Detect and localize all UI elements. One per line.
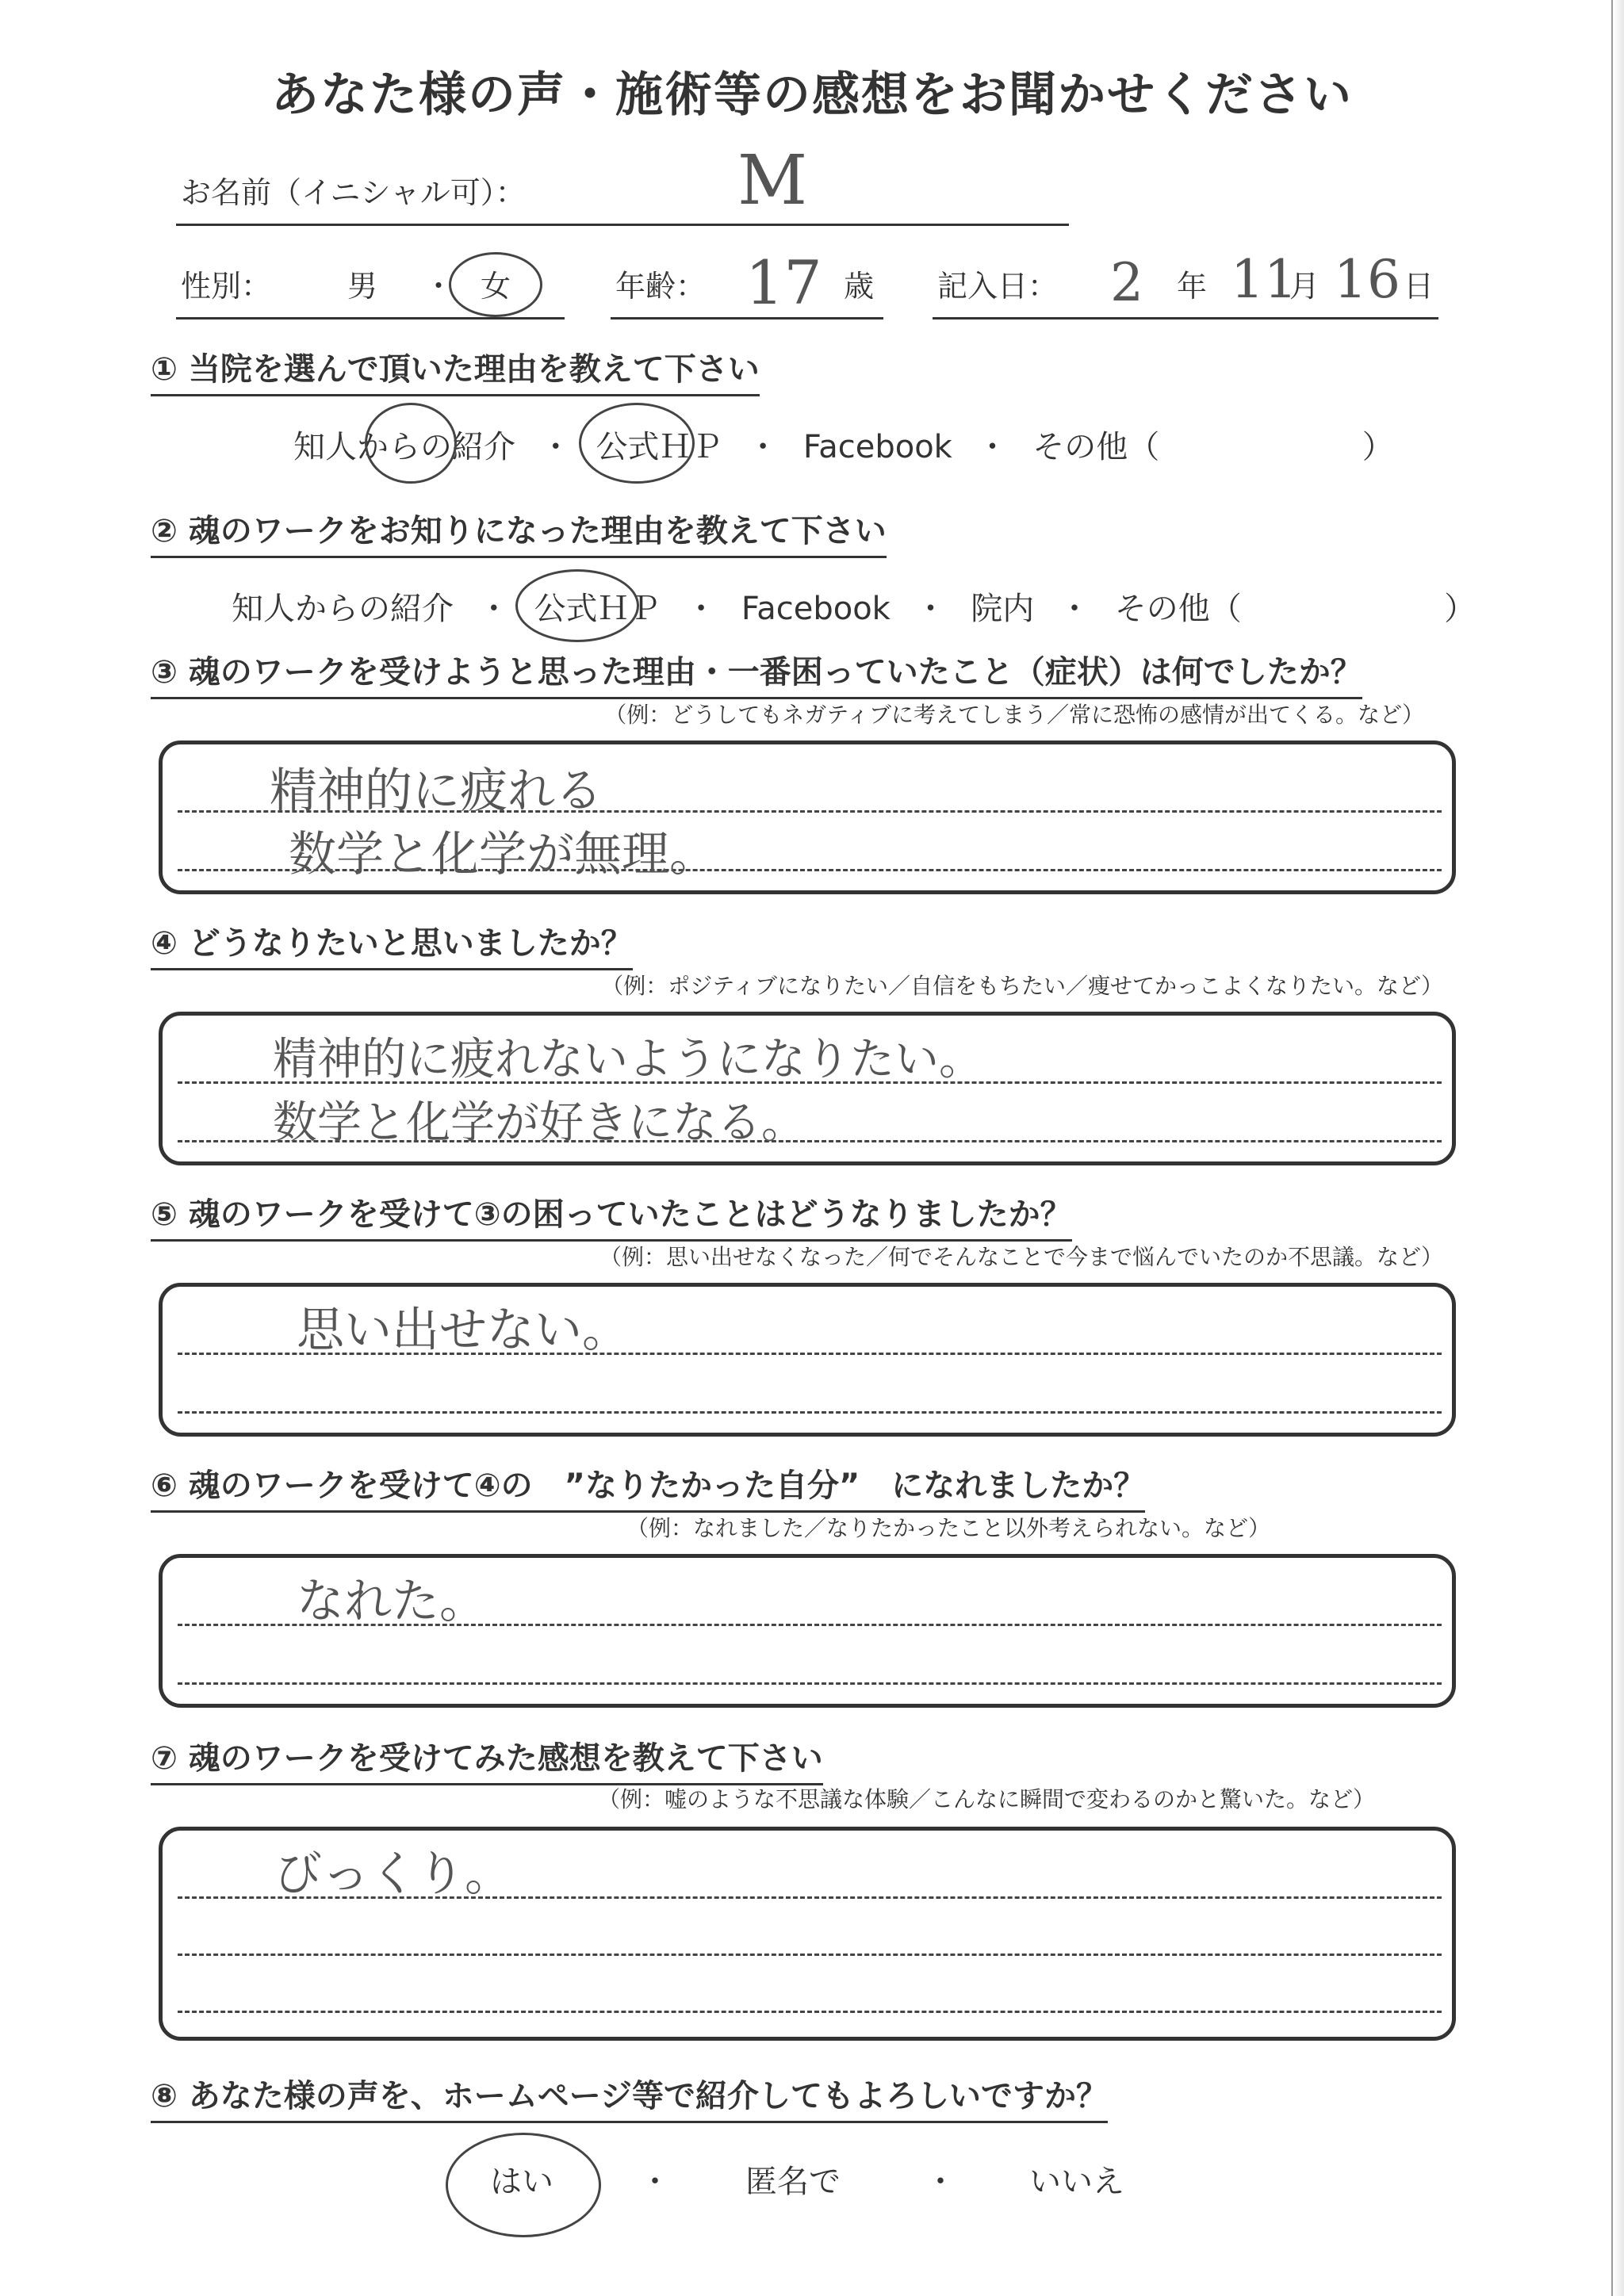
age-value[interactable]: 17 [745,247,822,318]
name-underline [176,224,1069,226]
q2-sep: ・ [685,591,718,627]
q6-example: （例：なれました／なりたかったこと以外考えられない。など） [626,1515,1271,1541]
q2-sep: ・ [914,591,947,627]
q2-option-facebook[interactable]: Facebook [741,591,891,627]
q8-selected-circle-yes [446,2133,601,2237]
q7-answer-line [178,1954,1442,1956]
q1-sep: ・ [747,429,779,465]
page-title: あなた様の声・施術等の感想をお聞かせください [271,67,1353,123]
q1-selected-circle-referral [365,403,457,484]
q7-heading: ⑦ 魂のワークを受けてみた感想を教えて下さい [151,1733,823,1785]
q1-selected-circle-hp [579,403,695,484]
date-month-unit: 月 [1289,269,1320,304]
q1-sep: ・ [976,429,1009,465]
q5-answer-text: 思い出せない。 [297,1303,630,1358]
q6-heading: ⑥ 魂のワークを受けて④の ”なりたかった自分” になれましたか？ [151,1460,1145,1513]
q1-sep: ・ [539,429,572,465]
age-label: 年齢： [615,269,707,304]
q1-option-facebook[interactable]: Facebook [802,429,952,465]
q1-option-referral[interactable]: 知人からの紹介 [293,429,515,465]
date-month[interactable]: 11 [1231,249,1297,310]
gender-label: 性別： [181,269,272,304]
age-underline [611,317,883,320]
q5-example: （例：思い出せなくなった／何でそんなことで今まで悩んでいたのか不思議。など） [599,1244,1443,1270]
name-value[interactable]: M [737,141,808,220]
q8-sep: ・ [639,2164,671,2200]
date-day[interactable]: 16 [1334,249,1400,310]
q3-answer-text: 精神的に疲れる [270,763,603,819]
q5-heading: ⑤ 魂のワークを受けて③の困っていたことはどうなりましたか？ [151,1189,1072,1242]
scan-edge [1611,0,1624,2296]
q4-answer-text: 数学と化学が好きになる。 [273,1097,806,1149]
q8-option-no[interactable]: いいえ [1029,2164,1124,2200]
q8-option-yes[interactable]: はい [490,2164,553,2200]
gender-female[interactable]: 女 [481,269,511,304]
date-label: 記入日： [937,269,1059,304]
q3-example: （例：どうしてもネガティブに考えてしまう／常に恐怖の感情が出てくる。など） [604,702,1424,728]
q1-option-hp[interactable]: 公式ＨＰ [596,429,723,465]
q2-option-other[interactable]: その他（ [1114,591,1242,627]
q1-heading: ① 当院を選んで頂いた理由を教えて下さい [151,344,760,396]
date-year[interactable]: 2 [1110,252,1143,313]
q2-sep: ・ [1058,591,1090,627]
q7-answer-text: びっくり。 [274,1846,512,1902]
q4-answer-text: 精神的に疲れないようになりたい。 [273,1034,983,1085]
q2-selected-circle-hp [515,569,639,642]
q2-sep: ・ [477,591,510,627]
q8-option-anonymous[interactable]: 匿名で [745,2164,841,2200]
q4-heading: ④ どうなりたいと思いましたか？ [151,918,633,970]
gender-sep: ・ [423,269,454,304]
gender-selected-circle [449,252,542,317]
date-day-unit: 日 [1404,269,1434,304]
q5-answer-line [178,1411,1442,1414]
gender-underline [176,317,565,320]
q7-answer-line [178,2011,1442,2013]
gender-male[interactable]: 男 [347,269,378,304]
date-underline [933,317,1438,320]
q7-example: （例：嘘のような不思議な体験／こんなに瞬間で変わるのかと驚いた。など） [597,1786,1375,1812]
q2-option-clinic[interactable]: 院内 [971,591,1035,627]
q2-options [232,584,1476,629]
q6-answer-line [178,1682,1442,1685]
q1-options [293,422,1394,467]
q8-sep: ・ [925,2164,956,2200]
age-unit: 歳 [844,269,875,304]
q8-heading: ⑧ あなた様の声を、ホームページ等で紹介してもよろしいですか？ [151,2071,1108,2123]
q2-option-hp[interactable]: 公式ＨＰ [534,591,661,627]
q2-option-referral[interactable]: 知人からの紹介 [232,591,454,627]
q4-example: （例：ポジティブになりたい／自信をもちたい／痩せてかっこよくなりたい。など） [601,973,1443,999]
date-year-unit: 年 [1177,269,1208,304]
q6-answer-text: なれた。 [297,1574,487,1629]
name-label: お名前（イニシャル可）： [181,175,526,210]
q1-option-other[interactable]: その他（ [1032,429,1160,465]
q3-answer-text: 数学と化学が無理。 [289,827,717,882]
q3-heading: ③ 魂のワークを受けようと思った理由・一番困っていたこと（症状）は何でしたか？ [151,647,1362,699]
q1-option-other-close: ） [1362,429,1394,465]
q2-heading: ② 魂のワークをお知りになった理由を教えて下さい [151,506,887,558]
q2-option-other-close: ） [1444,591,1477,627]
